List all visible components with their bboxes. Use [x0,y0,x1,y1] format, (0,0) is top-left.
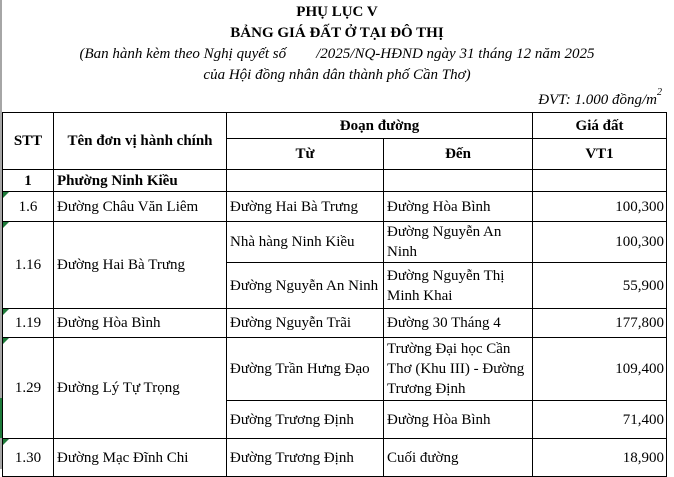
row-stt[interactable]: 1.30 [3,439,54,477]
row-vt1[interactable]: 109,400 [533,338,667,401]
cell-empty[interactable] [384,170,533,192]
table-row [3,439,667,477]
row-to[interactable]: Đường Hòa Bình [384,192,533,222]
row-to[interactable]: Đường Nguyễn An Ninh [384,222,533,263]
table-row [3,192,667,222]
unit-superscript: 2 [657,87,662,98]
row-vt1[interactable]: 177,800 [533,309,667,338]
row-to[interactable]: Trường Đại học Cần Thơ (Khu III) - Đường Trương Định [384,338,533,401]
cell-empty[interactable] [227,170,384,192]
table-row [3,338,667,401]
header-segment[interactable]: Đoạn đường [227,113,533,139]
row-name[interactable]: Đường Hòa Bình [54,309,227,338]
group-stt[interactable]: 1 [3,170,54,192]
row-name[interactable]: Đường Mạc Đĩnh Chi [54,439,227,477]
row-from[interactable]: Đường Hai Bà Trưng [227,192,384,222]
header-vt1[interactable]: VT1 [533,139,667,170]
row-from[interactable]: Đường Nguyễn An Ninh [227,263,384,309]
header-price[interactable]: Giá đất [533,113,667,139]
row-to[interactable]: Cuối đường [384,439,533,477]
row-stt[interactable]: 1.16 [3,222,54,309]
unit-label [538,87,662,109]
row-to[interactable]: Đường Nguyễn Thị Minh Khai [384,263,533,309]
row-to[interactable]: Đường Hòa Bình [384,401,533,439]
row-vt1[interactable]: 55,900 [533,263,667,309]
header-name[interactable]: Tên đơn vị hành chính [54,113,227,170]
document-title: BẢNG GIÁ ĐẤT Ở TẠI ĐÔ THỊ [230,25,444,41]
row-stt[interactable]: 1.29 [3,338,54,439]
row-name[interactable]: Đường Hai Bà Trưng [54,222,227,309]
table-row [3,222,667,263]
row-vt1[interactable]: 71,400 [533,401,667,439]
appendix-label: PHỤ LỤC V [296,4,378,20]
row-from[interactable]: Đường Trương Định [227,401,384,439]
row-to[interactable]: Đường 30 Tháng 4 [384,309,533,338]
row-from[interactable]: Đường Trương Định [227,439,384,477]
row-name[interactable]: Đường Lý Tự Trọng [54,338,227,439]
row-stt[interactable]: 1.19 [3,309,54,338]
cell-empty[interactable] [533,170,667,192]
row-stt[interactable]: 1.6 [3,192,54,222]
row-from[interactable]: Đường Nguyễn Trãi [227,309,384,338]
unit-text: ĐVT: 1.000 đồng/m [538,92,657,108]
row-vt1[interactable]: 100,300 [533,192,667,222]
table-row-group [3,170,667,192]
land-price-table [2,112,667,477]
table-row [3,309,667,338]
row-from[interactable]: Nhà hàng Ninh Kiều [227,222,384,263]
header-from[interactable]: Từ [227,139,384,170]
group-name[interactable]: Phường Ninh Kiều [54,170,227,192]
row-vt1[interactable]: 18,900 [533,439,667,477]
subtitle-line-2: của Hội đồng nhân dân thành phố Cần Thơ) [203,67,471,83]
row-vt1[interactable]: 100,300 [533,222,667,263]
header-stt[interactable]: STT [3,113,54,170]
row-name[interactable]: Đường Châu Văn Liêm [54,192,227,222]
subtitle-line-1: (Ban hành kèm theo Nghị quyết số /2025/NQ-HĐND ngày 31 tháng 12 năm 2025 [79,46,595,62]
header-to[interactable]: Đến [384,139,533,170]
row-from[interactable]: Đường Trần Hưng Đạo [227,338,384,401]
